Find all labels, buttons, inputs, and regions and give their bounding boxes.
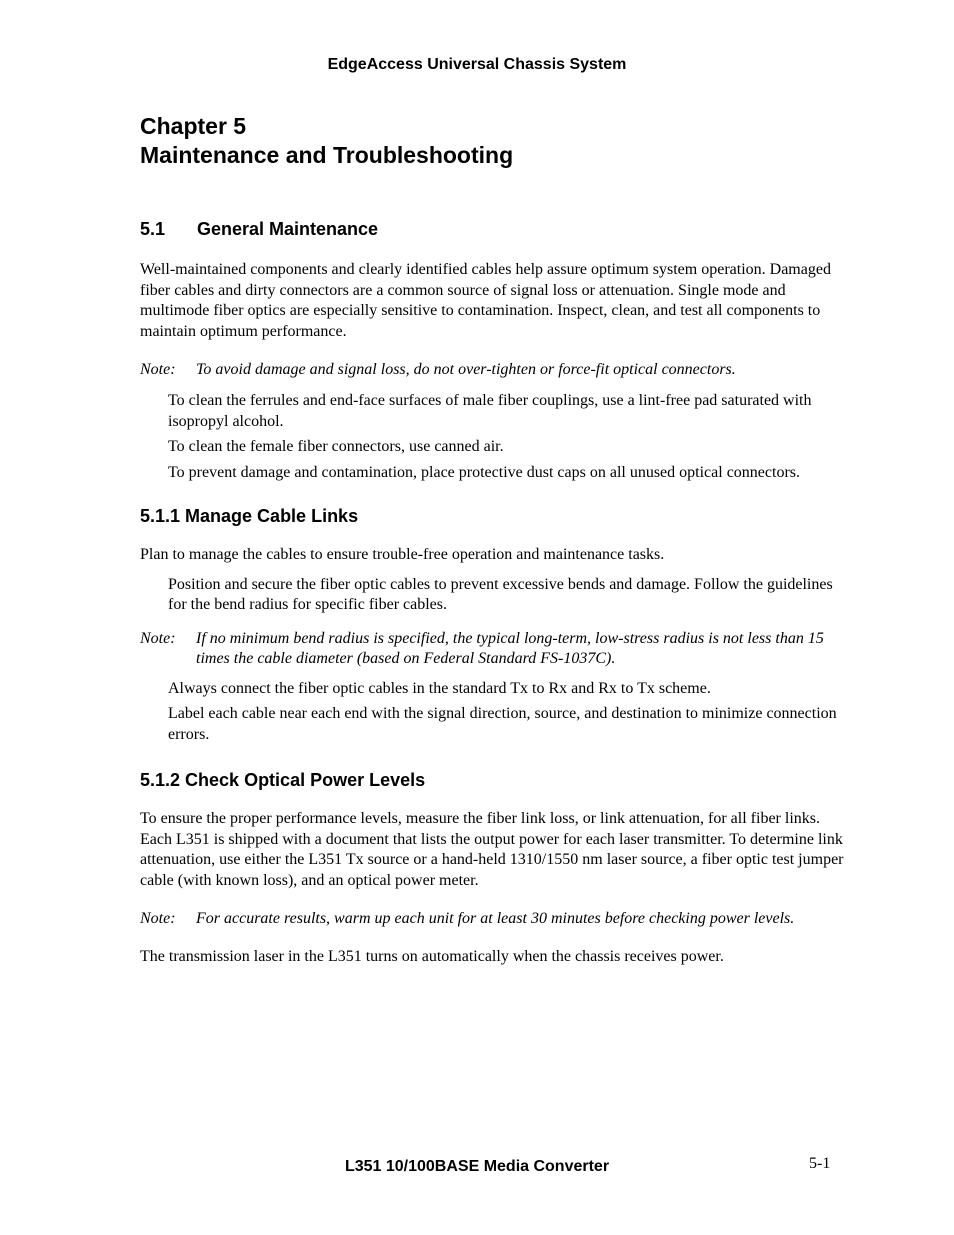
list-item: To prevent damage and contamination, place protective dust caps on all unused optical connectors. [168, 463, 800, 481]
note-warm-up [140, 909, 846, 929]
note-text: If no minimum bend radius is specified, the typical long-term, low-stress radius is not less than 15 times the cable diameter (based on Federal Standard FS-1037C). [196, 629, 824, 667]
note-label: Note: [140, 629, 176, 647]
list-item: To clean the female fiber connectors, use canned air. [168, 438, 504, 455]
list-item: Label each cable near each end with the signal direction, source, and destination to minimize connection errors. [168, 705, 837, 743]
list-item: Always connect the fiber optic cables in the standard Tx to Rx and Rx to Tx scheme. [168, 679, 711, 697]
section-heading-5-1-1: 5.1.1 Manage Cable Links [140, 506, 359, 526]
paragraph-power-levels: To ensure the proper performance levels, measure the fiber link loss, or link attenuation, for all fiber links. Each L351 is shipped with a document that lists the output power for each laser transmitter. To determine link attenuation, use either the L351 Tx source or a hand-held 1310/1550 nm laser source, a fiber optic test jumper cable (with known loss), and an optical power meter. [140, 810, 844, 889]
note-bend-radius [140, 629, 846, 669]
section-number: 5.1 [140, 219, 166, 239]
note-label: Note: [140, 361, 176, 378]
note-label: Note: [140, 910, 176, 927]
section-heading-5-1-2: 5.1.2 Check Optical Power Levels [140, 770, 426, 790]
paragraph-general-maintenance: Well-maintained components and clearly identified cables help assure optimum system operation. Damaged fiber cables and dirty connectors are a common source of signal loss or attenuation. Single mode and multimode fiber optics are especially sensitive to contamination. Inspect, clean, and test all components to maintain optimum performance. [140, 261, 831, 340]
page-number: 5-1 [809, 1155, 831, 1172]
section-heading-5-1 [140, 218, 846, 240]
paragraph-cable-links: Plan to manage the cables to ensure trouble-free operation and maintenance tasks. [140, 546, 665, 563]
chapter-number: Chapter 5 [140, 113, 247, 139]
note-text: To avoid damage and signal loss, do not over-tighten or force-fit optical connectors. [196, 361, 736, 378]
running-header: EdgeAccess Universal Chassis System [327, 56, 627, 73]
page-content [140, 112, 846, 968]
section-title: General Maintenance [197, 219, 379, 239]
running-footer: L351 10/100BASE Media Converter [344, 1158, 610, 1175]
chapter-title [140, 112, 846, 170]
list-item: To clean the ferrules and end-face surfaces of male fiber couplings, use a lint-free pad saturated with isopropyl alcohol. [168, 392, 812, 430]
list-item: Position and secure the fiber optic cables to prevent excessive bends and damage. Follow the guidelines for the bend radius for specific fiber cables. [168, 575, 833, 613]
note-connectors [140, 360, 846, 380]
chapter-name: Maintenance and Troubleshooting [140, 142, 514, 168]
paragraph-laser: The transmission laser in the L351 turns on automatically when the chassis receives power. [140, 948, 724, 965]
note-text: For accurate results, warm up each unit for at least 30 minutes before checking power levels. [196, 910, 795, 927]
